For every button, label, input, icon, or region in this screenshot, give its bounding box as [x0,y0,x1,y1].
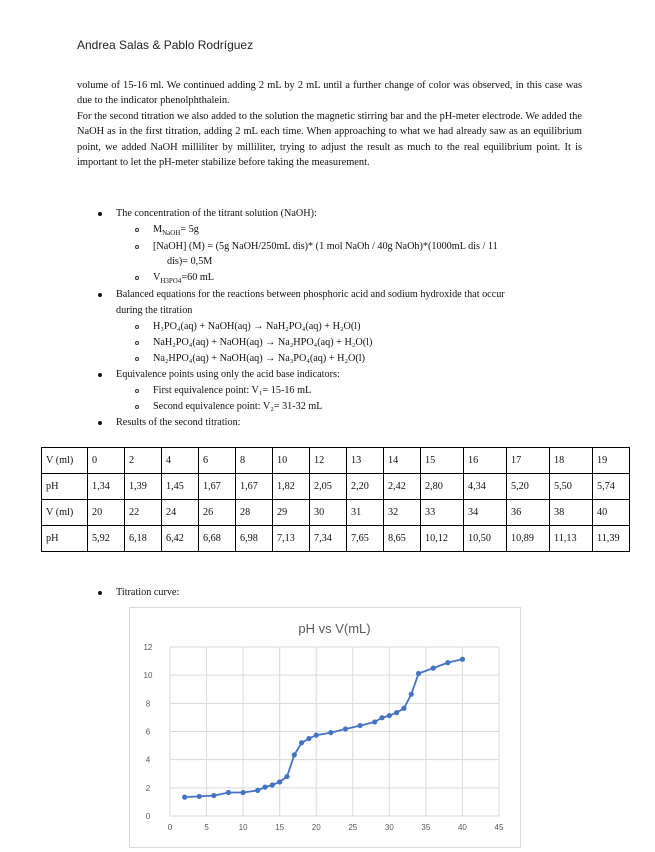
table-cell: 4 [162,448,199,474]
y-tick-label: 12 [143,643,153,652]
table-cell: 34 [464,500,507,526]
data-point [211,793,216,798]
x-tick-label: 20 [311,823,321,832]
table-cell: 4,34 [464,474,507,500]
data-point [197,794,202,799]
table-cell: 40 [593,500,630,526]
volume-line [153,271,214,288]
table-cell: 31 [347,500,384,526]
data-point [241,790,246,795]
volume-subscript: H3PO4 [160,277,182,286]
table-cell: 6,68 [199,526,236,552]
bullet-dot [98,293,102,297]
y-tick-label: 10 [143,671,153,681]
paragraph-1: volume of 15-16 ml. We continued adding 2 mL by 2 mL until a further change of color was observed, in this case was due to the indicator phenolphthalein. [77,80,582,107]
bullet-dot [98,212,102,216]
table-cell: 8 [236,448,273,474]
table-cell: 38 [550,500,593,526]
table-cell: 6 [199,448,236,474]
table-cell: 5,20 [507,474,550,500]
table-cell: 12 [310,448,347,474]
table-cell: 29 [273,500,310,526]
bullet-dot [98,591,102,595]
x-tick-label: 15 [275,823,285,832]
titration-chart-svg [130,608,520,847]
y-tick-label: 2 [145,783,151,793]
data-point [372,719,377,724]
naoh-calc-line2: dis)= 0,5M [167,256,213,267]
x-tick-label: 40 [457,823,467,832]
molarity-subscript: NaOH [162,229,181,238]
table-cell: 2,42 [384,474,421,500]
table-row [42,526,630,552]
naoh-calc-line1: [NaOH] (M) = (5g NaOH/250mL dis)* (1 mol NaOh / 40g NaOh)*(1000mL dis / 11 [153,241,498,252]
table-cell: 1,67 [199,474,236,500]
x-tick-label: 25 [348,823,358,832]
table-cell: 20 [88,500,125,526]
sub-bullet-circle [135,389,139,393]
table-cell: 10 [273,448,310,474]
data-point [343,726,348,731]
data-point [299,740,304,745]
table-cell: 36 [507,500,550,526]
x-tick-label: 10 [238,823,248,832]
table-cell: 2,20 [347,474,384,500]
body-text [77,78,582,170]
data-point [182,795,187,800]
table-cell: 5,74 [593,474,630,500]
table-cell: 10,89 [507,526,550,552]
page-header-authors: Andrea Salas & Pablo Rodríguez [77,38,254,52]
table-cell: 22 [125,500,162,526]
table-cell: 26 [199,500,236,526]
first-equivalence: First equivalence point: V₁= 15-16 mL [153,385,312,396]
data-point [306,736,311,741]
equations-title-line2: during the titration [116,305,193,316]
table-cell: 5,92 [88,526,125,552]
table-cell: 6,42 [162,526,199,552]
row-header-cell: pH [42,526,88,552]
volume-prefix: V [153,272,161,283]
sub-bullet-circle [135,245,139,249]
equivalence-title: Equivalence points using only the acid base indicators: [116,369,340,380]
table-cell: 1,45 [162,474,199,500]
table-cell: 19 [593,448,630,474]
table-cell: 18 [550,448,593,474]
table-cell: 33 [421,500,464,526]
table-cell: 7,34 [310,526,347,552]
data-point [328,730,333,735]
table-cell: 7,65 [347,526,384,552]
data-point [292,752,297,757]
molarity-prefix: M [153,224,163,235]
table-cell: 28 [236,500,273,526]
curve-title: Titration curve: [116,587,180,598]
table-cell: 13 [347,448,384,474]
data-point [431,666,436,671]
equation-3: Na₂HPO₄(aq) + NaOH(aq) → Na₃PO₄(aq) + H₂O(l) [153,353,366,364]
concentration-title: The concentration of the titrant solution (NaOH): [116,208,317,219]
bullet-dot [98,373,102,377]
table-cell: 30 [310,500,347,526]
table-cell: 14 [384,448,421,474]
table-cell: 2,80 [421,474,464,500]
table-cell: 0 [88,448,125,474]
sub-bullet-circle [135,228,139,232]
table-cell: 11,39 [593,526,630,552]
table-cell: 1,34 [88,474,125,500]
x-tick-label: 45 [494,823,504,832]
table-row [42,474,630,500]
table-cell: 8,65 [384,526,421,552]
data-point [255,788,260,793]
data-point [262,785,267,790]
table-row [42,448,630,474]
data-point [387,713,392,718]
table-cell: 2 [125,448,162,474]
table-cell: 17 [507,448,550,474]
data-point [460,657,465,662]
sub-bullet-circle [135,276,139,280]
table-cell: 10,12 [421,526,464,552]
table-cell: 1,67 [236,474,273,500]
sub-bullet-circle [135,341,139,345]
x-tick-label: 0 [167,823,173,832]
molarity-line [153,223,199,240]
molarity-value: = 5g [180,224,199,235]
y-tick-label: 4 [145,755,151,765]
row-header-cell: V (ml) [42,448,88,474]
data-point [314,733,319,738]
y-tick-label: 0 [145,812,151,821]
data-point [277,779,282,784]
paragraph-2: For the second titration we also added to the solution the magnetic stirring bar and the pH-meter electrode. We added the NaOH as in the first titration, adding 2 mL each time. When approaching to what we had already saw as an equilibrium point, we added NaOH milliliter by milliliter, trying to adjust the result as much to the real equilibrium point. It is important to let the pH-meter stabilize before taking the measurement. [77,110,582,169]
table-cell: 2,05 [310,474,347,500]
second-equivalence: Second equivalence point: V₂= 31-32 mL [153,401,323,412]
x-tick-label: 35 [421,823,431,832]
results-table [41,447,630,552]
data-point [394,710,399,715]
table-cell: 11,13 [550,526,593,552]
table-cell: 6,98 [236,526,273,552]
data-point [284,774,289,779]
y-tick-label: 6 [145,727,151,737]
row-header-cell: pH [42,474,88,500]
data-point [357,723,362,728]
row-header-cell: V (ml) [42,500,88,526]
bullet-dot [98,421,102,425]
volume-value: =60 mL [181,272,215,283]
equation-2: NaH₂PO₄(aq) + NaOH(aq) → Na₂HPO₄(aq) + H₂O(l) [153,337,373,348]
x-tick-label: 5 [204,823,209,832]
table-cell: 1,82 [273,474,310,500]
results-title: Results of the second titration: [116,417,241,428]
data-point [401,706,406,711]
data-point [409,692,414,697]
sub-bullet-circle [135,325,139,329]
data-point [379,715,384,720]
table-cell: 32 [384,500,421,526]
data-point [270,782,275,787]
table-cell: 6,18 [125,526,162,552]
equations-title-line1: Balanced equations for the reactions between phosphoric acid and sodium hydroxide that occur [116,289,505,300]
table-cell: 7,13 [273,526,310,552]
chart-title: pH vs V(mL) [298,621,371,636]
table-row [42,500,630,526]
table-cell: 15 [421,448,464,474]
data-point [226,790,231,795]
data-point [445,660,450,665]
x-tick-label: 30 [384,823,394,832]
table-cell: 24 [162,500,199,526]
equation-1: H₃PO₄(aq) + NaOH(aq) → NaH₂PO₄(aq) + H₂O(l) [153,321,361,332]
titration-chart [129,607,521,848]
table-cell: 5,50 [550,474,593,500]
sub-bullet-circle [135,405,139,409]
y-tick-label: 8 [145,699,151,709]
table-cell: 16 [464,448,507,474]
table-cell: 10,50 [464,526,507,552]
data-point [416,671,421,676]
table-cell: 1,39 [125,474,162,500]
series-line [185,659,463,797]
sub-bullet-circle [135,357,139,361]
